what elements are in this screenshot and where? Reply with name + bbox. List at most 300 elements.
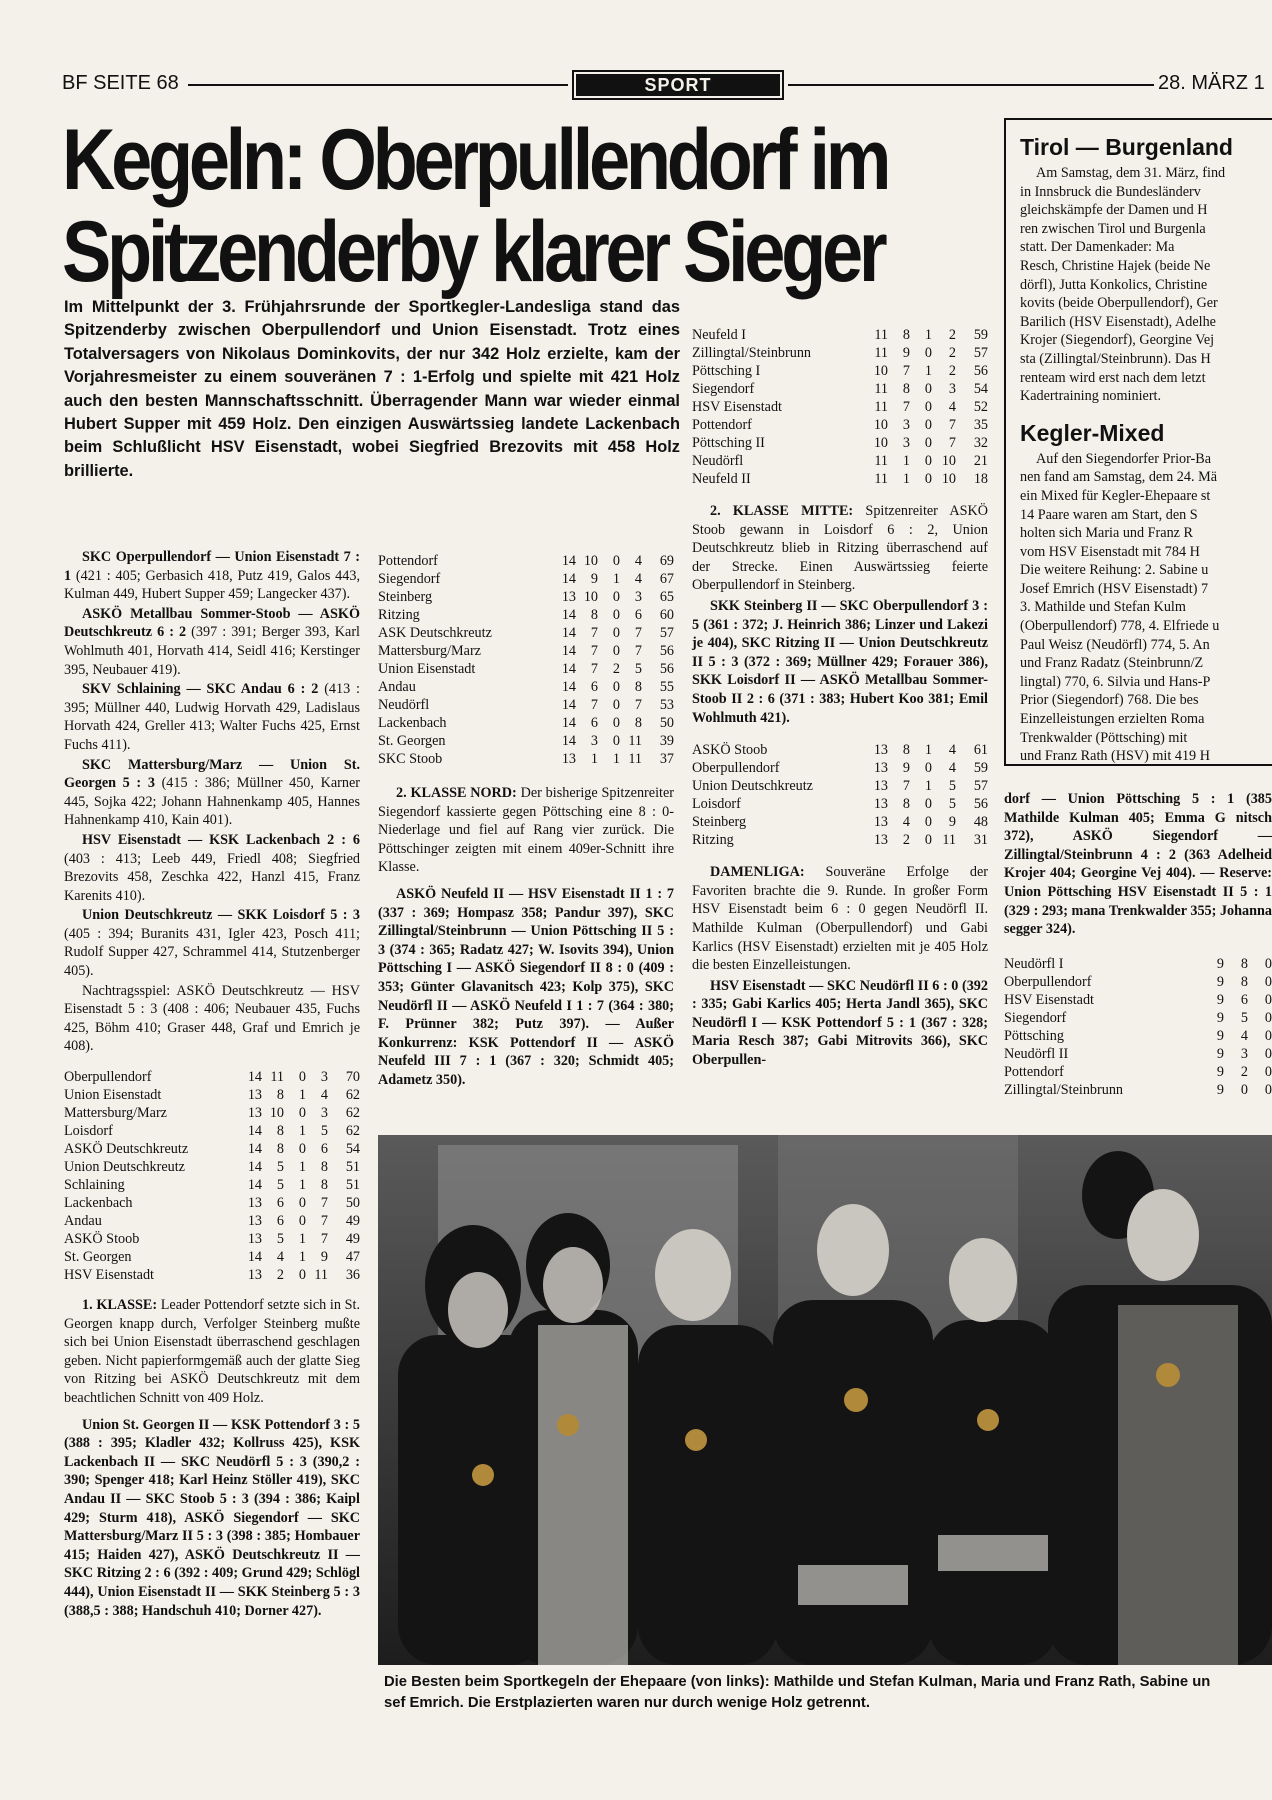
stat-cell: 8 bbox=[902, 742, 910, 759]
stat-cell: 54 bbox=[345, 1141, 360, 1158]
table-row bbox=[64, 1230, 360, 1248]
stat-cell: 3 bbox=[320, 1069, 328, 1086]
stat-cell: 0 bbox=[924, 796, 932, 813]
result-details: (403 : 413; Leeb 449, Friedl 408; Siegfried Brezovits 458, Zeschka 422, Hanzl 415, Franz Karenits 410). bbox=[64, 850, 360, 904]
team-name: Union Eisenstadt bbox=[378, 661, 476, 677]
stat-cell: 0 bbox=[1264, 973, 1272, 990]
team-name: Siegendorf bbox=[1004, 1009, 1067, 1026]
stat-cell: 8 bbox=[902, 327, 910, 343]
team-name: Lackenbach bbox=[378, 715, 447, 731]
stat-cell: 0 bbox=[1264, 1027, 1272, 1044]
stat-cell: 50 bbox=[345, 1195, 360, 1212]
team-name: Mattersburg/Marz bbox=[64, 1105, 167, 1122]
stat-cell: 1 bbox=[298, 1123, 306, 1140]
stat-cell: 56 bbox=[973, 363, 988, 379]
stat-cell: 0 bbox=[612, 607, 620, 623]
team-name: Pottendorf bbox=[378, 553, 438, 569]
stat-cell: 8 bbox=[276, 1087, 284, 1104]
stat-cell: 13 bbox=[873, 742, 888, 759]
stat-cell: 9 bbox=[1216, 1081, 1224, 1098]
stat-cell: 5 bbox=[276, 1159, 284, 1176]
stat-cell: 56 bbox=[659, 643, 674, 659]
team-name: Neudörfl bbox=[692, 453, 744, 469]
stat-cell: 0 bbox=[612, 553, 620, 569]
stat-cell: 5 bbox=[948, 778, 956, 795]
stat-cell: 8 bbox=[1240, 955, 1248, 972]
stat-cell: 9 bbox=[1216, 1045, 1224, 1062]
stat-cell: 14 bbox=[247, 1159, 262, 1176]
sidebar-mixed-text bbox=[1020, 450, 1272, 766]
stat-cell: 8 bbox=[276, 1141, 284, 1158]
stat-cell: 4 bbox=[276, 1249, 284, 1266]
stat-cell: 11 bbox=[874, 381, 888, 397]
stat-cell: 10 bbox=[873, 435, 888, 451]
stat-cell: 14 bbox=[247, 1141, 262, 1158]
stat-cell: 7 bbox=[590, 661, 598, 677]
stat-cell: 8 bbox=[320, 1159, 328, 1176]
stat-cell: 0 bbox=[298, 1267, 306, 1284]
team-name: ASKÖ Stoob bbox=[64, 1231, 140, 1248]
stat-cell: 6 bbox=[590, 715, 598, 731]
sidebar-tirol-text bbox=[1020, 164, 1272, 406]
team-name: Zillingtal/Steinbrunn bbox=[692, 345, 812, 361]
result-details: (413 : 395; Müllner 440, Ludwig Horvath 429, Ladislaus Horvath 424, Greller 413; Walter Fuchs 425, Ernst Fuchs 411). bbox=[64, 681, 360, 753]
stat-cell: 10 bbox=[583, 589, 598, 605]
stat-cell: 11 bbox=[628, 733, 642, 749]
team-name: Pöttsching II bbox=[692, 435, 765, 451]
stat-cell: 4 bbox=[902, 814, 910, 831]
stat-cell: 13 bbox=[873, 814, 888, 831]
damenliga-summary bbox=[692, 863, 988, 975]
stat-cell: 11 bbox=[942, 832, 956, 849]
result-paragraph bbox=[64, 906, 360, 980]
table-row bbox=[692, 434, 988, 452]
klasse-nord-summary bbox=[378, 784, 674, 877]
column-1 bbox=[64, 548, 360, 1621]
stat-cell: 48 bbox=[973, 814, 988, 831]
landesliga-standings bbox=[64, 1068, 360, 1284]
stat-cell: 6 bbox=[320, 1141, 328, 1158]
stat-cell: 36 bbox=[345, 1267, 360, 1284]
team-name: Zillingtal/Steinbrunn bbox=[1004, 1081, 1124, 1098]
stat-cell: 13 bbox=[247, 1105, 262, 1122]
result-match: ASKÖ Metallbau Sommer-Stoob — ASKÖ Deutschkreutz 6 : 2 bbox=[64, 605, 360, 641]
stat-cell: 8 bbox=[1240, 973, 1248, 990]
table-row bbox=[692, 362, 988, 380]
sidebar-box bbox=[1004, 118, 1272, 766]
photo-caption-line-2: sef Emrich. Die Erstplazierten waren nur durch wenige Holz getrennt. bbox=[384, 1695, 870, 1711]
stat-cell: 2 bbox=[948, 345, 956, 361]
headline-line-2: Spitzenderby klarer Sieger bbox=[62, 204, 884, 300]
table-row bbox=[64, 1248, 360, 1266]
stat-cell: 0 bbox=[924, 417, 932, 433]
stat-cell: 0 bbox=[924, 435, 932, 451]
stat-cell: 1 bbox=[298, 1087, 306, 1104]
team-name: Oberpullendorf bbox=[692, 760, 780, 777]
sidebar-line: (Oberpullendorf) 778, 4. Elfriede u bbox=[1020, 618, 1220, 635]
stat-cell: 0 bbox=[298, 1213, 306, 1230]
stat-cell: 9 bbox=[1216, 973, 1224, 990]
stat-cell: 21 bbox=[973, 453, 988, 469]
table-row bbox=[378, 570, 674, 588]
stat-cell: 2 bbox=[948, 363, 956, 379]
stat-cell: 14 bbox=[561, 643, 576, 659]
klasse-1-text: Leader Pottendorf setzte sich in St. Georgen knapp durch, Verfolger Steinberg mußte sich bei Union Eisenstadt überraschend geschlagen geben. Nicht papierformgemäß auch der glatte Sieg von Ritzing bei ASKÖ Deutschkreutz mit dem beachtlichen Schnitt von 409 Holz. bbox=[64, 1297, 360, 1406]
team-photo-illustration bbox=[378, 1135, 1272, 1665]
table-row bbox=[1004, 1027, 1272, 1045]
klasse-1-standings bbox=[378, 552, 674, 768]
table-row bbox=[692, 380, 988, 398]
team-name: Pöttsching I bbox=[692, 363, 761, 379]
stat-cell: 31 bbox=[973, 832, 988, 849]
klasse-1-label: 1. KLASSE: bbox=[82, 1297, 158, 1314]
stat-cell: 54 bbox=[973, 381, 988, 397]
sidebar-line: und Franz Rath (HSV) mit 419 H bbox=[1020, 748, 1210, 765]
stat-cell: 10 bbox=[941, 453, 956, 469]
result-details: (405 : 394; Buranits 431, Igler 423, Posch 411; Rudolf Supper 427, Schrammel 414, Stutzenberger 405). bbox=[64, 925, 360, 980]
klasse-mitte-text: Spitzenreiter ASKÖ Stoob gewann in Loisdorf 6 : 2, Union Deutschkreutz blieb in Ritzing überraschend auf der Strecke. Einen Auswärtssieg feierte Oberpullendorf in Steinberg. bbox=[692, 503, 989, 594]
team-name: HSV Eisenstadt bbox=[64, 1267, 154, 1284]
stat-cell: 18 bbox=[973, 471, 988, 487]
table-row bbox=[1004, 1009, 1272, 1027]
table-row bbox=[64, 1212, 360, 1230]
stat-cell: 14 bbox=[247, 1069, 262, 1086]
stat-cell: 14 bbox=[561, 661, 576, 677]
sidebar-line: und Franz Radatz (Steinbrunn/Z bbox=[1020, 655, 1204, 672]
sidebar-line: Resch, Christine Hajek (beide Ne bbox=[1020, 257, 1211, 274]
team-name: HSV Eisenstadt bbox=[1004, 991, 1094, 1008]
column-3 bbox=[692, 326, 988, 1071]
team-name: Lackenbach bbox=[64, 1195, 133, 1212]
stat-cell: 1 bbox=[924, 363, 932, 379]
sidebar-line: nen fand am Samstag, dem 24. Mä bbox=[1020, 469, 1218, 486]
table-row bbox=[692, 416, 988, 434]
table-row bbox=[378, 660, 674, 678]
table-row bbox=[378, 696, 674, 714]
team-name: Steinberg bbox=[692, 814, 747, 831]
table-row bbox=[1004, 955, 1272, 973]
stat-cell: 61 bbox=[973, 742, 988, 759]
stat-cell: 3 bbox=[902, 435, 910, 451]
sidebar-title-mixed: Kegler-Mixed bbox=[1020, 419, 1165, 446]
sidebar-line: statt. Der Damenkader: Ma bbox=[1020, 239, 1175, 256]
sidebar-line: gleichskämpfe der Damen und H bbox=[1020, 202, 1208, 219]
stat-cell: 35 bbox=[973, 417, 988, 433]
stat-cell: 7 bbox=[634, 625, 642, 641]
stat-cell: 1 bbox=[924, 742, 932, 759]
stat-cell: 9 bbox=[948, 814, 956, 831]
stat-cell: 0 bbox=[298, 1141, 306, 1158]
sidebar-line: holten sich Maria und Franz R bbox=[1020, 525, 1193, 542]
stat-cell: 4 bbox=[1240, 1027, 1248, 1044]
table-row bbox=[692, 795, 988, 813]
stat-cell: 59 bbox=[973, 327, 988, 343]
sidebar-line: Josef Emrich (HSV Eisenstadt) 7 bbox=[1020, 580, 1209, 597]
header-rule-left bbox=[188, 84, 568, 86]
table-row bbox=[692, 398, 988, 416]
table-row bbox=[692, 759, 988, 777]
damenliga-text: Souveräne Erfolge der Favoriten brachte die 9. Runde. In großer Form HSV Eisenstadt beim 6 : 0 gegen Neudörfl II. Mathilde Kulman (Oberpullendorf) und Gabi Karlics (HSV Eisenstadt) erzielten mit je 405 Holz die besten Einzelleistungen. bbox=[692, 864, 988, 974]
stat-cell: 4 bbox=[634, 571, 642, 587]
table-row bbox=[1004, 973, 1272, 991]
stat-cell: 1 bbox=[902, 453, 910, 469]
sidebar-line: in Innsbruck die Bundesländerv bbox=[1020, 183, 1201, 200]
table-row bbox=[378, 750, 674, 768]
team-name: Pottendorf bbox=[692, 417, 752, 433]
team-name: ASKÖ Deutschkreutz bbox=[64, 1141, 189, 1158]
team-name: Steinberg bbox=[378, 589, 433, 605]
team-name: Andau bbox=[378, 679, 416, 695]
table-row bbox=[692, 831, 988, 849]
stat-cell: 56 bbox=[973, 796, 988, 813]
stat-cell: 5 bbox=[948, 796, 956, 813]
table-row bbox=[1004, 1081, 1272, 1099]
stat-cell: 4 bbox=[948, 760, 956, 777]
stat-cell: 3 bbox=[1240, 1045, 1248, 1062]
stat-cell: 32 bbox=[973, 435, 988, 451]
stat-cell: 14 bbox=[561, 679, 576, 695]
result-match: SKC Mattersburg/Marz — Union St. Georgen 5 : 3 bbox=[64, 756, 360, 792]
team-name: Oberpullendorf bbox=[64, 1069, 152, 1086]
stat-cell: 0 bbox=[612, 625, 620, 641]
stat-cell: 0 bbox=[924, 453, 932, 469]
damenliga-label: DAMENLIGA: bbox=[710, 864, 805, 881]
result-paragraph bbox=[64, 982, 360, 1056]
team-name: St. Georgen bbox=[64, 1249, 132, 1266]
table-row bbox=[64, 1176, 360, 1194]
stat-cell: 9 bbox=[1216, 955, 1224, 972]
klasse-nord-results: ASKÖ Neufeld II — HSV Eisenstadt II 1 : 7 (337 : 369; Hompasz 358; Pandur 397), SKC Zillingtal/Steinbrunn — Union Pöttsching II 5 : 3 (374 : 365; Radatz 427; W. Isovits 394), Union Pöttsching I — ASKÖ Siegendorf II 8 : 0 (409 : 353; Günter Glavanitsch 423; Kolp 375), SKC Neudörfl II — ASKÖ Neufeld I 1 : 7 (364 : 380; F. Prünner 382; Putz 397). — Außer Konkurrenz: KSK Pottendorf II — ASKÖ Neufeld III 7 : 1 (367 : 320; Schmidt 405; Adametz 350). bbox=[378, 885, 674, 1088]
stat-cell: 52 bbox=[973, 399, 988, 415]
stat-cell: 8 bbox=[320, 1177, 328, 1194]
team-name: Andau bbox=[64, 1213, 102, 1230]
stat-cell: 1 bbox=[298, 1249, 306, 1266]
stat-cell: 57 bbox=[973, 345, 988, 361]
stat-cell: 1 bbox=[590, 751, 598, 767]
stat-cell: 10 bbox=[873, 363, 888, 379]
stat-cell: 60 bbox=[659, 607, 674, 623]
stat-cell: 13 bbox=[873, 832, 888, 849]
stat-cell: 7 bbox=[590, 625, 598, 641]
page-number: BF SEITE 68 bbox=[62, 72, 179, 94]
stat-cell: 53 bbox=[659, 697, 674, 713]
klasse-nord-label: 2. KLASSE NORD: bbox=[396, 785, 517, 801]
stat-cell: 0 bbox=[612, 679, 620, 695]
stat-cell: 47 bbox=[345, 1249, 360, 1266]
stat-cell: 9 bbox=[320, 1249, 328, 1266]
team-name: ASK Deutschkreutz bbox=[378, 625, 492, 641]
stat-cell: 1 bbox=[612, 571, 620, 587]
stat-cell: 57 bbox=[659, 625, 674, 641]
stat-cell: 0 bbox=[298, 1105, 306, 1122]
stat-cell: 3 bbox=[948, 381, 956, 397]
sidebar-line: sta (Zillingtal/Steinbrunn). Das H bbox=[1020, 350, 1211, 367]
stat-cell: 13 bbox=[247, 1213, 262, 1230]
stat-cell: 7 bbox=[590, 643, 598, 659]
stat-cell: 0 bbox=[924, 381, 932, 397]
stat-cell: 4 bbox=[634, 553, 642, 569]
stat-cell: 14 bbox=[247, 1177, 262, 1194]
table-row bbox=[1004, 991, 1272, 1009]
table-row bbox=[64, 1194, 360, 1212]
team-name: ASKÖ Stoob bbox=[692, 742, 768, 759]
team-name: Union Deutschkreutz bbox=[64, 1159, 185, 1176]
stat-cell: 10 bbox=[873, 417, 888, 433]
header-rule-right bbox=[788, 84, 1154, 86]
klasse-1-results: Union St. Georgen II — KSK Pottendorf 3 : 5 (388 : 395; Kladler 432; Kollruss 425), KSK Lackenbach II — SKC Neudörfl 5 : 3 (390,2 : 390; Spenger 418; Karl Heinz Stöller 419), SKC Andau II — SKC Stoob 5 : 3 (394 : 386; Kaipl 429; Sturm 418), ASKÖ Siegendorf — SKC Mattersburg/Marz II 5 : 3 (398 : 385; Hombauer 415; Haiden 427), ASKÖ Deutschkreutz II — SKC Ritzing 2 : 6 (392 : 409; Grund 429; Schlögl 444), Union Eisenstadt II — SKK Steinberg 5 : 3 (388,5 : 388; Handschuh 410; Dorner 427). bbox=[64, 1416, 360, 1619]
stat-cell: 49 bbox=[345, 1231, 360, 1248]
team-name: Neudörfl bbox=[378, 697, 430, 713]
stat-cell: 9 bbox=[1216, 1063, 1224, 1080]
stat-cell: 6 bbox=[634, 607, 642, 623]
sidebar-line: Trenkwalder (Pöttsching) mit bbox=[1020, 729, 1188, 746]
stat-cell: 6 bbox=[1240, 991, 1248, 1008]
stat-cell: 11 bbox=[874, 345, 888, 361]
stat-cell: 10 bbox=[941, 471, 956, 487]
stat-cell: 14 bbox=[561, 607, 576, 623]
stat-cell: 11 bbox=[314, 1267, 328, 1284]
team-name: Loisdorf bbox=[692, 796, 741, 813]
stat-cell: 0 bbox=[612, 715, 620, 731]
stat-cell: 14 bbox=[561, 733, 576, 749]
table-row bbox=[64, 1266, 360, 1284]
stat-cell: 0 bbox=[612, 733, 620, 749]
klasse-mitte-summary bbox=[692, 502, 988, 595]
table-row bbox=[378, 732, 674, 750]
stat-cell: 7 bbox=[634, 697, 642, 713]
stat-cell: 49 bbox=[345, 1213, 360, 1230]
stat-cell: 0 bbox=[924, 471, 932, 487]
table-row bbox=[64, 1122, 360, 1140]
stat-cell: 57 bbox=[973, 778, 988, 795]
stat-cell: 7 bbox=[320, 1231, 328, 1248]
result-match: Union Deutschkreutz — SKK Loisdorf 5 : 3 bbox=[82, 907, 360, 924]
stat-cell: 10 bbox=[583, 553, 598, 569]
result-paragraph bbox=[64, 680, 360, 754]
stat-cell: 9 bbox=[902, 345, 910, 361]
table-row bbox=[1004, 1063, 1272, 1081]
team-name: Ritzing bbox=[692, 832, 734, 849]
stat-cell: 3 bbox=[320, 1105, 328, 1122]
stat-cell: 13 bbox=[873, 796, 888, 813]
klasse-mitte-label: 2. KLASSE MITTE: bbox=[710, 503, 854, 519]
result-match: SKV Schlaining — SKC Andau 6 : 2 bbox=[82, 681, 319, 698]
stat-cell: 7 bbox=[320, 1195, 328, 1212]
stat-cell: 8 bbox=[634, 679, 642, 695]
stat-cell: 7 bbox=[902, 363, 910, 379]
sidebar-line: vom HSV Eisenstadt mit 784 H bbox=[1020, 543, 1200, 560]
team-name: Pottendorf bbox=[1004, 1063, 1064, 1080]
stat-cell: 62 bbox=[345, 1105, 360, 1122]
stat-cell: 9 bbox=[1216, 1009, 1224, 1026]
stat-cell: 7 bbox=[948, 417, 956, 433]
stat-cell: 7 bbox=[902, 778, 910, 795]
stat-cell: 0 bbox=[924, 832, 932, 849]
stat-cell: 11 bbox=[874, 453, 888, 469]
result-paragraph bbox=[64, 548, 360, 604]
stat-cell: 14 bbox=[247, 1123, 262, 1140]
stat-cell: 3 bbox=[902, 417, 910, 433]
table-row bbox=[64, 1158, 360, 1176]
stat-cell: 5 bbox=[1240, 1009, 1248, 1026]
result-match: SKC Operpullendorf — Union Eisenstadt 7 : 1 bbox=[64, 549, 360, 584]
stat-cell: 0 bbox=[924, 760, 932, 777]
table-row bbox=[64, 1104, 360, 1122]
stat-cell: 59 bbox=[973, 760, 988, 777]
section-label bbox=[572, 70, 784, 100]
stat-cell: 0 bbox=[612, 589, 620, 605]
team-name: Mattersburg/Marz bbox=[378, 643, 481, 659]
stat-cell: 11 bbox=[270, 1069, 284, 1086]
table-row bbox=[692, 741, 988, 759]
sidebar-line: Paul Weisz (Neudörfl) 774, 5. An bbox=[1020, 636, 1210, 653]
result-paragraph bbox=[64, 605, 360, 679]
stat-cell: 1 bbox=[612, 751, 620, 767]
stat-cell: 9 bbox=[902, 760, 910, 777]
stat-cell: 8 bbox=[902, 381, 910, 397]
stat-cell: 69 bbox=[659, 553, 674, 569]
stat-cell: 11 bbox=[874, 471, 888, 487]
sidebar-line: kovits (beide Oberpullendorf), Ger bbox=[1020, 295, 1218, 312]
stat-cell: 4 bbox=[948, 742, 956, 759]
section-label-text: SPORT bbox=[576, 74, 780, 96]
stat-cell: 0 bbox=[1264, 1009, 1272, 1026]
result-details: (421 : 405; Gerbasich 418, Putz 419, Galos 443, Kulman 449, Hubert Supper 459; Langecker 437). bbox=[64, 567, 360, 603]
stat-cell: 39 bbox=[659, 733, 674, 749]
klasse-nord-text: Der bisherige Spitzenreiter Siegendorf kassierte gegen Pöttsching eine 8 : 0-Niederlage und fiel auf Rang vier zurück. Die Pöttschinger zeigten mit einem 409er-Schnitt ihre Klasse. bbox=[378, 785, 674, 876]
stat-cell: 14 bbox=[561, 571, 576, 587]
stat-cell: 1 bbox=[298, 1159, 306, 1176]
stat-cell: 70 bbox=[345, 1069, 360, 1086]
stat-cell: 62 bbox=[345, 1123, 360, 1140]
stat-cell: 0 bbox=[924, 345, 932, 361]
lead-paragraph: Im Mittelpunkt der 3. Frühjahrsrunde der Sportkegler-Landesliga stand das Spitzenderby zwischen Oberpullendorf und Union Eisenstadt. Trotz eines Totalversagers von Nikolaus Dominkovits, der nur 342 Holz erzielte, kam der Vorjahresmeister zu einem souveränen 7 : 1-Erfolg und spielte mit 421 Holz auch den besten Mannschaftsschnitt. Überragender Mann war wieder einmal Hubert Supper mit 459 Holz. Den einzigen Auswärtssieg landete Lackenbach beim Schlußlicht HSV Eisenstadt, wobei Siegfried Brezovits mit 458 Holz brillierte. bbox=[64, 298, 680, 480]
stat-cell: 14 bbox=[561, 625, 576, 641]
stat-cell: 2 bbox=[612, 661, 620, 677]
table-row bbox=[64, 1086, 360, 1104]
klasse-nord-standings bbox=[692, 326, 988, 488]
photo-caption-line-1: Die Besten beim Sportkegeln der Ehepaare (von links): Mathilde und Stefan Kulman, Maria und Franz Rath, Sabine un bbox=[384, 1674, 1211, 1690]
team-name: SKC Stoob bbox=[378, 751, 443, 767]
stat-cell: 3 bbox=[590, 733, 598, 749]
sidebar-line: 3. Mathilde und Stefan Kulm bbox=[1020, 599, 1186, 616]
stat-cell: 56 bbox=[659, 661, 674, 677]
result-details: Nachtragsspiel: ASKÖ Deutschkreutz — HSV Eisenstadt 5 : 3 (408 : 406; Neubauer 435, Fuchs 425, Böhm 410; Graser 448, Graf und Emrich je 408). bbox=[64, 982, 360, 1055]
team-name: Neudörfl I bbox=[1004, 955, 1064, 972]
stat-cell: 5 bbox=[634, 661, 642, 677]
table-row bbox=[692, 813, 988, 831]
stat-cell: 11 bbox=[874, 327, 888, 343]
stat-cell: 4 bbox=[320, 1087, 328, 1104]
team-name: Neufeld I bbox=[692, 327, 746, 343]
table-row bbox=[64, 1140, 360, 1158]
stat-cell: 5 bbox=[320, 1123, 328, 1140]
stat-cell: 0 bbox=[612, 643, 620, 659]
table-row bbox=[378, 642, 674, 660]
result-paragraph bbox=[64, 831, 360, 905]
stat-cell: 5 bbox=[276, 1231, 284, 1248]
landesliga-results bbox=[64, 548, 360, 1056]
stat-cell: 6 bbox=[590, 679, 598, 695]
team-name: Neufeld II bbox=[692, 471, 751, 487]
stat-cell: 0 bbox=[1264, 1045, 1272, 1062]
stat-cell: 13 bbox=[873, 778, 888, 795]
table-row bbox=[692, 470, 988, 488]
sidebar-line: Prior (Siegendorf) 768. Die bes bbox=[1020, 692, 1199, 709]
stat-cell: 0 bbox=[298, 1069, 306, 1086]
stat-cell: 7 bbox=[948, 435, 956, 451]
stat-cell: 13 bbox=[247, 1087, 262, 1104]
